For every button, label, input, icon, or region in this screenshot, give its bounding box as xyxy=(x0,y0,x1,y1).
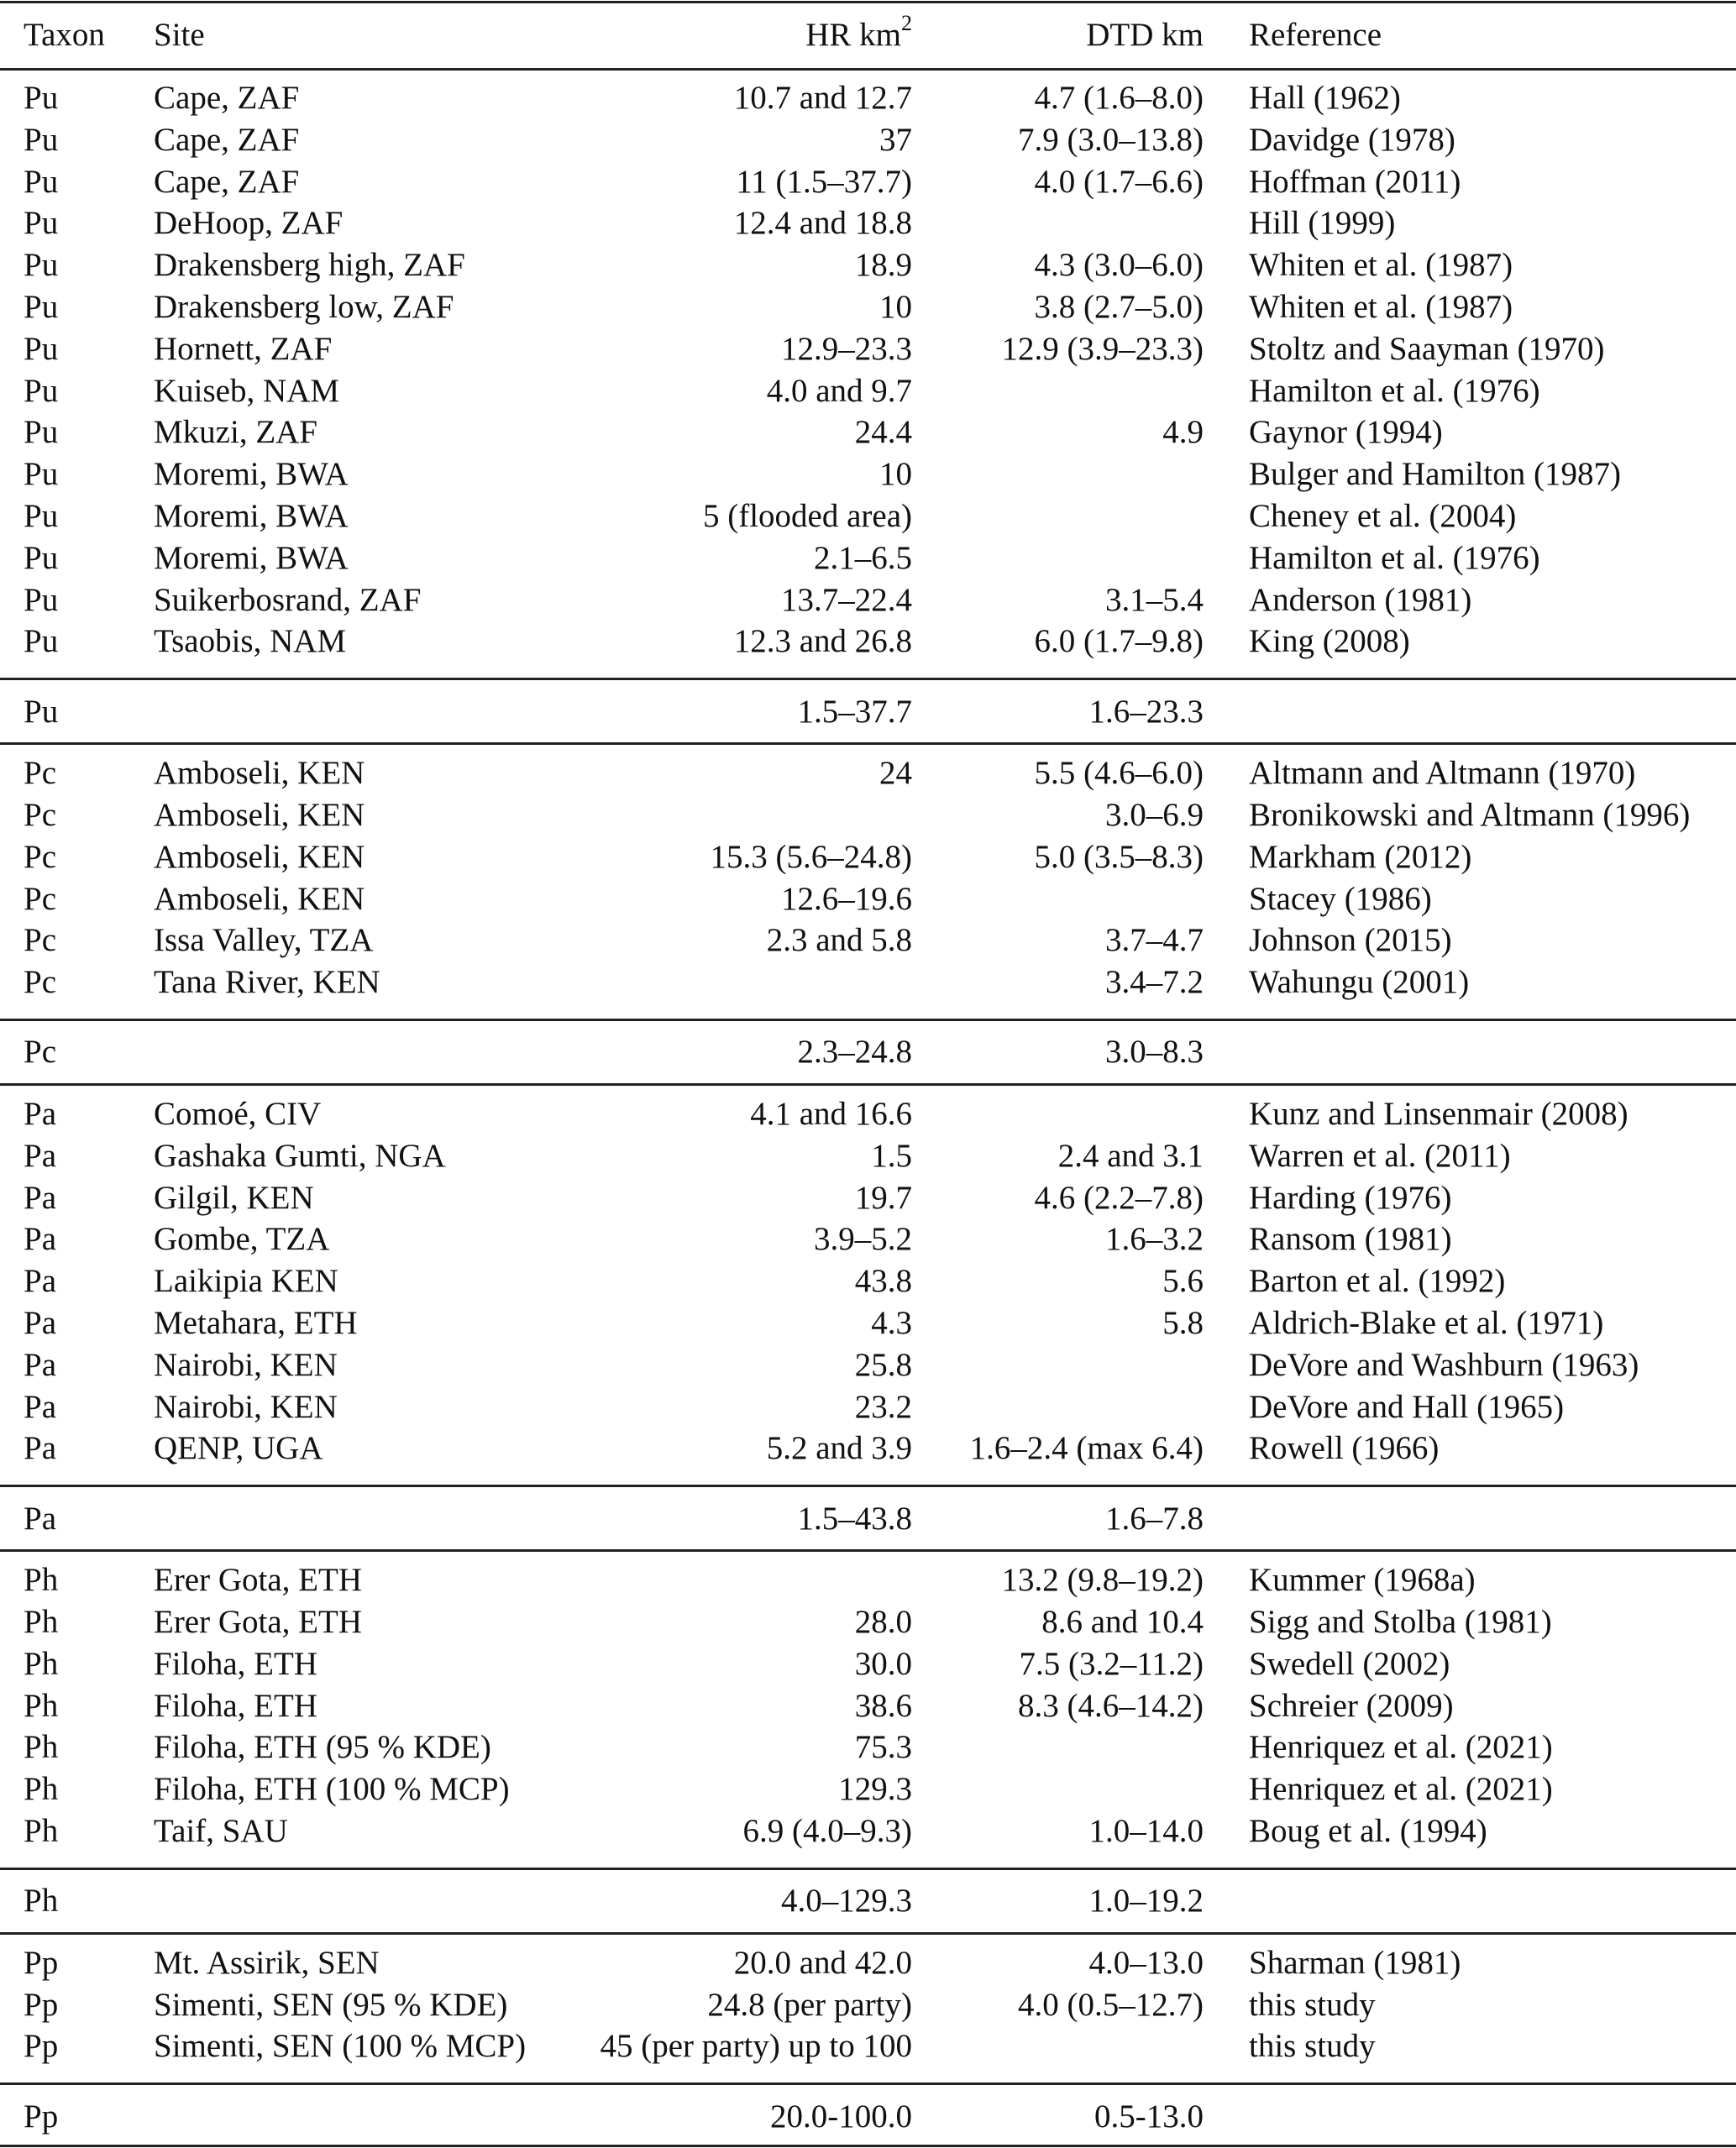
summary-hr: 2.3–24.8 xyxy=(797,1034,912,1070)
cell-site: DeHoop, ZAF xyxy=(154,205,344,241)
cell-hr: 30.0 xyxy=(854,1646,912,1682)
cell-dtd: 4.3 (3.0–6.0) xyxy=(1034,247,1204,283)
header-hr-label: HR km xyxy=(805,17,901,53)
summary-dtd: 1.6–7.8 xyxy=(1105,1501,1204,1537)
cell-hr: 28.0 xyxy=(854,1604,912,1640)
header-dtd: DTD km xyxy=(1086,17,1204,53)
cell-dtd: 4.0–13.0 xyxy=(1088,1945,1204,1981)
table-row xyxy=(0,1177,1736,1219)
cell-taxon: Pu xyxy=(24,414,59,450)
table-row xyxy=(0,495,1736,537)
cell-site: Issa Valley, TZA xyxy=(154,922,374,958)
cell-reference: Warren et al. (2011) xyxy=(1249,1138,1511,1174)
cell-dtd: 7.9 (3.0–13.8) xyxy=(1018,122,1204,158)
cell-site: Hornett, ZAF xyxy=(154,331,333,367)
table-row xyxy=(0,161,1736,203)
cell-site: Filoha, ETH xyxy=(154,1646,317,1682)
cell-reference: Hamilton et al. (1976) xyxy=(1249,373,1540,409)
header-site: Site xyxy=(154,17,205,53)
cell-dtd: 1.6–3.2 xyxy=(1105,1221,1204,1257)
table-row xyxy=(0,1386,1736,1428)
cell-site: Taif, SAU xyxy=(154,1813,288,1849)
cell-taxon: Ph xyxy=(24,1688,59,1724)
cell-reference: Sharman (1981) xyxy=(1249,1945,1461,1981)
cell-hr: 10 xyxy=(879,289,912,325)
cell-taxon: Pu xyxy=(24,247,59,283)
group-rule xyxy=(0,1485,1736,1487)
table-row xyxy=(0,370,1736,412)
table-row xyxy=(0,119,1736,161)
group-rule xyxy=(0,2083,1736,2085)
summary-row xyxy=(0,1498,1736,1540)
cell-taxon: Pc xyxy=(24,797,56,833)
cell-taxon: Pc xyxy=(24,839,56,875)
table-row xyxy=(0,328,1736,370)
table-row xyxy=(0,878,1736,920)
cell-site: Mkuzi, ZAF xyxy=(154,414,317,450)
cell-dtd: 3.4–7.2 xyxy=(1105,964,1204,1000)
cell-reference: DeVore and Hall (1965) xyxy=(1249,1389,1565,1425)
cell-site: Cape, ZAF xyxy=(154,164,300,200)
cell-reference: Johnson (2015) xyxy=(1249,922,1452,958)
cell-reference: Boug et al. (1994) xyxy=(1249,1813,1487,1849)
cell-hr: 4.1 and 16.6 xyxy=(750,1096,912,1132)
cell-reference: Aldrich-Blake et al. (1971) xyxy=(1249,1305,1604,1341)
summary-rule xyxy=(0,2145,1736,2147)
cell-hr: 6.9 (4.0–9.3) xyxy=(742,1813,912,1849)
cell-dtd: 4.6 (2.2–7.8) xyxy=(1034,1180,1204,1216)
table-row xyxy=(0,1601,1736,1643)
cell-taxon: Pu xyxy=(24,623,59,659)
group-rule xyxy=(0,1868,1736,1870)
cell-reference: Gaynor (1994) xyxy=(1249,414,1443,450)
cell-site: Tana River, KEN xyxy=(154,964,380,1000)
table-row xyxy=(0,1768,1736,1810)
cell-hr: 5 (flooded area) xyxy=(702,498,912,534)
table-row xyxy=(0,1260,1736,1302)
cell-hr: 12.6–19.6 xyxy=(781,881,912,917)
cell-taxon: Ph xyxy=(24,1562,59,1598)
cell-site: Moremi, BWA xyxy=(154,540,349,576)
cell-taxon: Pp xyxy=(24,2028,59,2064)
table-row xyxy=(0,2025,1736,2067)
cell-hr: 2.3 and 5.8 xyxy=(766,922,912,958)
summary-hr: 20.0-100.0 xyxy=(770,2098,912,2135)
table-row xyxy=(0,286,1736,328)
cell-reference: Cheney et al. (2004) xyxy=(1249,498,1517,534)
cell-hr: 11 (1.5–37.7) xyxy=(736,164,912,200)
cell-site: Nairobi, KEN xyxy=(154,1347,338,1383)
cell-hr: 24.4 xyxy=(854,414,912,450)
cell-reference: Swedell (2002) xyxy=(1249,1646,1450,1682)
cell-reference: Altmann and Altmann (1970) xyxy=(1249,755,1636,791)
table-row xyxy=(0,1218,1736,1260)
cell-reference: Bulger and Hamilton (1987) xyxy=(1249,456,1621,492)
table-row xyxy=(0,77,1736,119)
cell-dtd: 3.0–6.9 xyxy=(1105,797,1204,833)
cell-reference: Whiten et al. (1987) xyxy=(1249,247,1513,283)
cell-taxon: Pu xyxy=(24,456,59,492)
table-row xyxy=(0,1428,1736,1470)
cell-site: Mt. Assirik, SEN xyxy=(154,1945,380,1981)
cell-taxon: Pu xyxy=(24,289,59,325)
summary-rule xyxy=(0,742,1736,745)
cell-hr: 19.7 xyxy=(854,1180,912,1216)
summary-dtd: 1.0–19.2 xyxy=(1088,1883,1204,1919)
cell-dtd: 5.6 xyxy=(1162,1263,1204,1299)
cell-hr: 5.2 and 3.9 xyxy=(766,1430,912,1466)
table-row xyxy=(0,1984,1736,2026)
cell-reference: King (2008) xyxy=(1249,623,1410,659)
cell-taxon: Pa xyxy=(24,1263,56,1299)
cell-hr: 12.4 and 18.8 xyxy=(733,205,912,241)
cell-reference: Davidge (1978) xyxy=(1249,122,1455,158)
summary-taxon: Pu xyxy=(24,694,59,730)
cell-reference: Barton et al. (1992) xyxy=(1249,1263,1506,1299)
cell-taxon: Pu xyxy=(24,205,59,241)
table-row xyxy=(0,752,1736,794)
cell-reference: Anderson (1981) xyxy=(1249,582,1472,618)
cell-site: Simenti, SEN (100 % MCP) xyxy=(154,2028,527,2064)
header-hr xyxy=(805,11,912,56)
table-row xyxy=(0,919,1736,961)
cell-dtd: 5.0 (3.5–8.3) xyxy=(1034,839,1204,875)
cell-taxon: Ph xyxy=(24,1646,59,1682)
cell-taxon: Pu xyxy=(24,582,59,618)
cell-site: Gombe, TZA xyxy=(154,1221,330,1257)
table-row xyxy=(0,1726,1736,1768)
summary-taxon: Pa xyxy=(24,1501,56,1537)
cell-reference: Hall (1962) xyxy=(1249,80,1401,116)
table-row xyxy=(0,794,1736,836)
cell-taxon: Pa xyxy=(24,1221,56,1257)
cell-dtd: 3.1–5.4 xyxy=(1105,582,1204,618)
table-row xyxy=(0,1344,1736,1386)
cell-dtd: 5.8 xyxy=(1162,1305,1204,1341)
summary-hr: 1.5–37.7 xyxy=(797,694,912,730)
table-row xyxy=(0,1685,1736,1727)
cell-site: Cape, ZAF xyxy=(154,80,300,116)
summary-row xyxy=(0,1031,1736,1073)
cell-site: Simenti, SEN (95 % KDE) xyxy=(154,1987,508,2023)
cell-hr: 13.7–22.4 xyxy=(781,582,912,618)
summary-taxon: Ph xyxy=(24,1883,59,1919)
table-row xyxy=(0,537,1736,579)
cell-reference: Schreier (2009) xyxy=(1249,1688,1454,1724)
cell-hr: 10 xyxy=(879,456,912,492)
cell-reference: Stoltz and Saayman (1970) xyxy=(1249,331,1605,367)
cell-reference: this study xyxy=(1249,1987,1376,2023)
table-row xyxy=(0,1942,1736,1984)
cell-site: Nairobi, KEN xyxy=(154,1389,338,1425)
table-row xyxy=(0,621,1736,663)
cell-hr: 38.6 xyxy=(854,1688,912,1724)
cell-site: Erer Gota, ETH xyxy=(154,1562,362,1598)
cell-taxon: Pa xyxy=(24,1305,56,1341)
summary-dtd: 3.0–8.3 xyxy=(1105,1034,1204,1070)
cell-reference: Hill (1999) xyxy=(1249,205,1396,241)
table-row xyxy=(0,1135,1736,1177)
cell-dtd: 13.2 (9.8–19.2) xyxy=(1001,1562,1204,1598)
cell-taxon: Ph xyxy=(24,1771,59,1807)
cell-taxon: Pa xyxy=(24,1347,56,1383)
table-row xyxy=(0,1093,1736,1135)
cell-hr: 15.3 (5.6–24.8) xyxy=(710,839,912,875)
group-rule xyxy=(0,678,1736,680)
header-taxon: Taxon xyxy=(24,17,105,53)
cell-reference: Henriquez et al. (2021) xyxy=(1249,1729,1553,1765)
cell-dtd: 8.3 (4.6–14.2) xyxy=(1018,1688,1204,1724)
cell-dtd: 8.6 and 10.4 xyxy=(1041,1604,1204,1640)
cell-site: Amboseli, KEN xyxy=(154,755,365,791)
cell-reference: Harding (1976) xyxy=(1249,1180,1452,1216)
cell-taxon: Pu xyxy=(24,331,59,367)
summary-row xyxy=(0,1880,1736,1922)
cell-taxon: Pa xyxy=(24,1138,56,1174)
table-row xyxy=(0,1302,1736,1344)
cell-site: Tsaobis, NAM xyxy=(154,623,347,659)
cell-dtd: 6.0 (1.7–9.8) xyxy=(1034,623,1204,659)
cell-site: Amboseli, KEN xyxy=(154,881,365,917)
cell-reference: Henriquez et al. (2021) xyxy=(1249,1771,1553,1807)
cell-taxon: Pp xyxy=(24,1987,59,2023)
cell-site: Moremi, BWA xyxy=(154,456,349,492)
cell-hr: 18.9 xyxy=(854,247,912,283)
cell-hr: 3.9–5.2 xyxy=(814,1221,912,1257)
cell-hr: 1.5 xyxy=(871,1138,912,1174)
table-row xyxy=(0,1810,1736,1852)
cell-hr: 129.3 xyxy=(838,1771,912,1807)
cell-hr: 4.3 xyxy=(871,1305,912,1341)
cell-dtd: 4.0 (1.7–6.6) xyxy=(1034,164,1204,200)
cell-hr: 43.8 xyxy=(854,1263,912,1299)
summary-rule xyxy=(0,1932,1736,1935)
table-row xyxy=(0,411,1736,453)
cell-reference: Bronikowski and Altmann (1996) xyxy=(1249,797,1691,833)
cell-reference: Stacey (1986) xyxy=(1249,881,1432,917)
cell-hr: 20.0 and 42.0 xyxy=(733,1945,912,1981)
cell-reference: Hamilton et al. (1976) xyxy=(1249,540,1540,576)
cell-site: Drakensberg high, ZAF xyxy=(154,247,465,283)
cell-reference: this study xyxy=(1249,2028,1376,2064)
cell-hr: 4.0 and 9.7 xyxy=(766,373,912,409)
summary-rule xyxy=(0,1549,1736,1552)
table-row xyxy=(0,836,1736,878)
cell-dtd: 7.5 (3.2–11.2) xyxy=(1019,1646,1204,1682)
cell-taxon: Pu xyxy=(24,498,59,534)
header-hr-superscript: 2 xyxy=(901,11,912,35)
cell-dtd: 3.8 (2.7–5.0) xyxy=(1034,289,1204,325)
cell-taxon: Pc xyxy=(24,881,56,917)
cell-site: Amboseli, KEN xyxy=(154,839,365,875)
cell-reference: Hoffman (2011) xyxy=(1249,164,1461,200)
summary-taxon: Pc xyxy=(24,1034,56,1070)
cell-site: Laikipia KEN xyxy=(154,1263,338,1299)
cell-taxon: Ph xyxy=(24,1604,59,1640)
cell-taxon: Pu xyxy=(24,164,59,200)
cell-hr: 23.2 xyxy=(854,1389,912,1425)
top-rule xyxy=(0,1,1736,3)
cell-reference: Wahungu (2001) xyxy=(1249,964,1470,1000)
summary-dtd: 0.5-13.0 xyxy=(1094,2098,1204,2135)
cell-reference: Rowell (1966) xyxy=(1249,1430,1440,1466)
table-row xyxy=(0,453,1736,495)
cell-reference: Ransom (1981) xyxy=(1249,1221,1452,1257)
cell-taxon: Pu xyxy=(24,373,59,409)
cell-hr: 75.3 xyxy=(854,1729,912,1765)
cell-taxon: Pp xyxy=(24,1945,59,1981)
cell-taxon: Pu xyxy=(24,540,59,576)
cell-dtd: 3.7–4.7 xyxy=(1105,922,1204,958)
table-row xyxy=(0,579,1736,621)
cell-hr: 2.1–6.5 xyxy=(814,540,912,576)
table-row xyxy=(0,244,1736,286)
summary-taxon: Pp xyxy=(24,2098,59,2135)
cell-site: Filoha, ETH (95 % KDE) xyxy=(154,1729,491,1765)
cell-hr: 45 (per party) up to 100 xyxy=(600,2028,912,2064)
cell-site: Filoha, ETH (100 % MCP) xyxy=(154,1771,510,1807)
cell-taxon: Pc xyxy=(24,922,56,958)
cell-hr: 25.8 xyxy=(854,1347,912,1383)
cell-site: Erer Gota, ETH xyxy=(154,1604,362,1640)
cell-hr: 12.9–23.3 xyxy=(781,331,912,367)
cell-site: Amboseli, KEN xyxy=(154,797,365,833)
cell-site: Metahara, ETH xyxy=(154,1305,358,1341)
cell-site: Drakensberg low, ZAF xyxy=(154,289,454,325)
cell-site: Kuiseb, NAM xyxy=(154,373,339,409)
cell-reference: DeVore and Washburn (1963) xyxy=(1249,1347,1639,1383)
cell-reference: Whiten et al. (1987) xyxy=(1249,289,1513,325)
cell-site: Gashaka Gumti, NGA xyxy=(154,1138,446,1174)
cell-site: Comoé, CIV xyxy=(154,1096,322,1132)
table-row xyxy=(0,1559,1736,1601)
cell-taxon: Pa xyxy=(24,1180,56,1216)
cell-taxon: Pa xyxy=(24,1096,56,1132)
cell-site: Filoha, ETH xyxy=(154,1688,317,1724)
cell-dtd: 5.5 (4.6–6.0) xyxy=(1034,755,1204,791)
cell-taxon: Pu xyxy=(24,122,59,158)
cell-reference: Kummer (1968a) xyxy=(1249,1562,1476,1598)
header-reference: Reference xyxy=(1249,17,1382,53)
cell-dtd: 2.4 and 3.1 xyxy=(1057,1138,1204,1174)
table-row xyxy=(0,202,1736,244)
cell-site: Suikerbosrand, ZAF xyxy=(154,582,422,618)
cell-dtd: 4.0 (0.5–12.7) xyxy=(1018,1987,1204,2023)
cell-hr: 10.7 and 12.7 xyxy=(733,80,912,116)
cell-site: Gilgil, KEN xyxy=(154,1180,314,1216)
cell-site: Moremi, BWA xyxy=(154,498,349,534)
header-rule xyxy=(0,68,1736,71)
table-row xyxy=(0,961,1736,1003)
cell-site: Cape, ZAF xyxy=(154,122,300,158)
cell-hr: 24.8 (per party) xyxy=(707,1987,912,2023)
cell-hr: 12.3 and 26.8 xyxy=(733,623,912,659)
cell-taxon: Pa xyxy=(24,1389,56,1425)
cell-dtd: 1.0–14.0 xyxy=(1088,1813,1204,1849)
summary-row xyxy=(0,2096,1736,2138)
cell-reference: Sigg and Stolba (1981) xyxy=(1249,1604,1552,1640)
table-row xyxy=(0,1643,1736,1685)
cell-hr: 37 xyxy=(879,122,912,158)
summary-row xyxy=(0,691,1736,733)
summary-hr: 4.0–129.3 xyxy=(781,1883,912,1919)
cell-dtd: 4.9 xyxy=(1162,414,1204,450)
cell-taxon: Pu xyxy=(24,80,59,116)
summary-rule xyxy=(0,1083,1736,1086)
cell-taxon: Ph xyxy=(24,1813,59,1849)
cell-reference: Markham (2012) xyxy=(1249,839,1472,875)
header-row xyxy=(0,11,1736,56)
cell-hr: 24 xyxy=(879,755,912,791)
cell-dtd: 12.9 (3.9–23.3) xyxy=(1001,331,1204,367)
cell-dtd: 1.6–2.4 (max 6.4) xyxy=(969,1430,1204,1466)
cell-taxon: Pa xyxy=(24,1430,56,1466)
group-rule xyxy=(0,1019,1736,1021)
cell-dtd: 4.7 (1.6–8.0) xyxy=(1034,80,1204,116)
cell-site: QENP, UGA xyxy=(154,1430,323,1466)
cell-taxon: Pc xyxy=(24,755,56,791)
cell-taxon: Ph xyxy=(24,1729,59,1765)
summary-dtd: 1.6–23.3 xyxy=(1088,694,1204,730)
summary-hr: 1.5–43.8 xyxy=(797,1501,912,1537)
cell-taxon: Pc xyxy=(24,964,56,1000)
cell-reference: Kunz and Linsenmair (2008) xyxy=(1249,1096,1628,1132)
